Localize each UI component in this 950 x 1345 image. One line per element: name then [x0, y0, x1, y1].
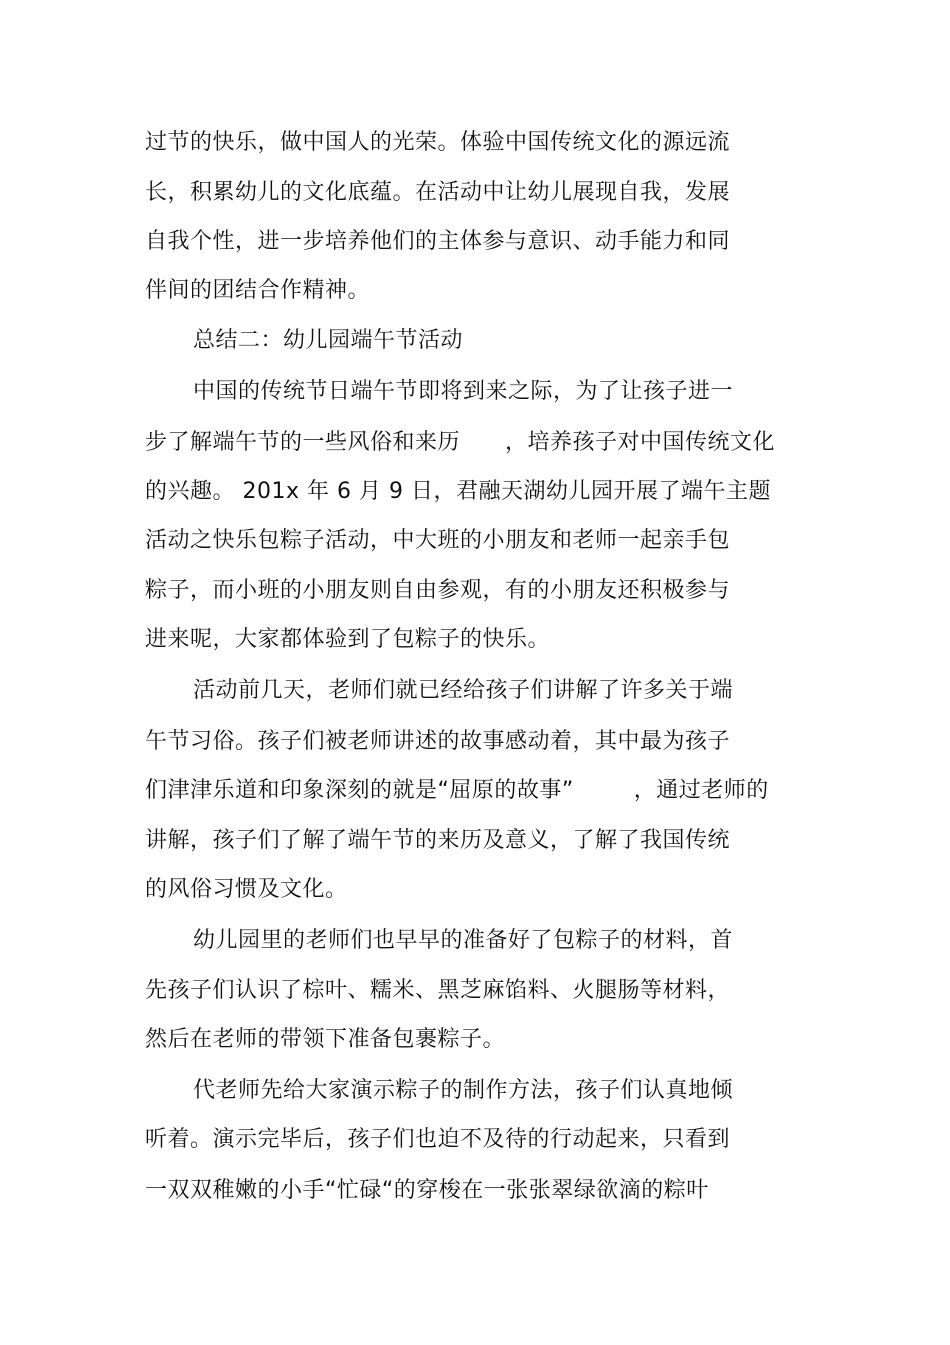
text-line: 中国的传统节日端午节即将到来之际，为了让孩子进一: [193, 379, 734, 404]
text-line: 然后在老师的带领下准备包裹粽子。: [145, 1027, 506, 1052]
text-line: 幼儿园里的老师们也早早的准备好了包粽子的材料，首: [193, 928, 734, 953]
text-line: 讲解，孩子们了解了端午节的来历及意义，了解了我国传统: [145, 828, 731, 853]
text-line: 午节习俗。孩子们被老师讲述的故事感动着，其中最为孩子: [145, 729, 731, 754]
text-line: 步了解端午节的一些风俗和来历 ，培养孩子对中国传统文化: [145, 430, 775, 455]
text-line: 的兴趣。 201x 年 6 月 9 日，君融天湖幼儿园开展了端午主题: [145, 479, 771, 504]
text-line: 一双双稚嫩的小手“忙碌“的穿梭在一张张翠绿欲滴的粽叶: [145, 1178, 709, 1203]
text-line: 活动前几天，老师们就已经给孩子们讲解了许多关于端: [193, 678, 734, 703]
text-line: 长，积累幼儿的文化底蕴。在活动中让幼儿展现自我，发展: [145, 180, 731, 205]
text-line: 先孩子们认识了棕叶、糯米、黑芝麻馅料、火腿肠等材料，: [145, 978, 731, 1003]
section-heading: 总结二：幼儿园端午节活动: [193, 328, 464, 353]
text-line: 粽子，而小班的小朋友则自由参观，有的小朋友还积极参与: [145, 578, 731, 603]
text-line: 进来呢，大家都体验到了包粽子的快乐。: [145, 627, 551, 652]
text-line: 们津津乐道和印象深刻的就是“屈原的故事” ，通过老师的: [145, 778, 769, 803]
text-line: 自我个性，进一步培养他们的主体参与意识、动手能力和同: [145, 229, 731, 254]
text-line: 活动之快乐包粽子活动，中大班的小朋友和老师一起亲手包: [145, 528, 731, 553]
text-line: 听着。演示完毕后，孩子们也迫不及待的行动起来，只看到: [145, 1127, 731, 1152]
text-line: 伴间的团结合作精神。: [145, 278, 371, 303]
text-line: 过节的快乐，做中国人的光荣。体验中国传统文化的源远流: [145, 130, 731, 155]
text-line: 的风俗习惯及文化。: [145, 877, 348, 902]
text-line: 代老师先给大家演示粽子的制作方法，孩子们认真地倾: [193, 1078, 734, 1103]
